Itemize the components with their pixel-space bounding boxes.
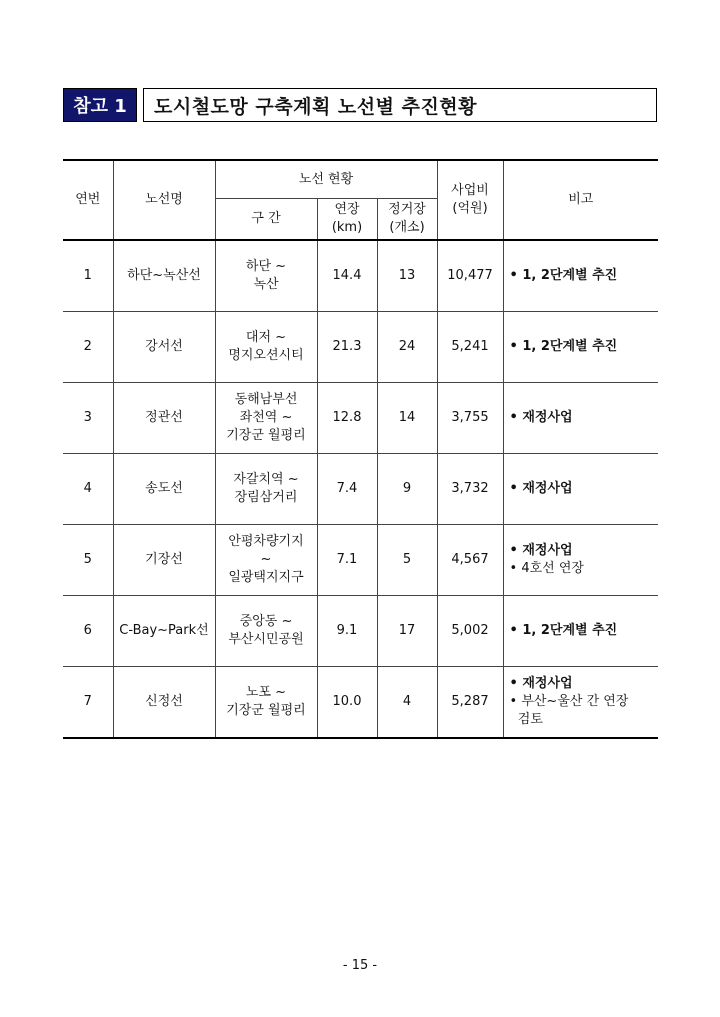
note-line: • 재정사업 — [509, 676, 573, 691]
cell-line-name: 송도선 — [113, 454, 215, 525]
cell-note — [503, 240, 658, 312]
cell-stations: 9 — [377, 454, 437, 525]
note-line: • 재정사업 — [509, 543, 573, 558]
cell-length: 21.3 — [317, 312, 377, 383]
cell-note — [503, 525, 658, 596]
table-row — [63, 383, 658, 454]
header-line-name: 노선명 — [113, 160, 215, 240]
cell-no: 1 — [63, 240, 113, 312]
cell-length: 9.1 — [317, 596, 377, 667]
cell-cost: 3,732 — [437, 454, 503, 525]
cell-cost: 3,755 — [437, 383, 503, 454]
note-line: • 1, 2단계별 추진 — [509, 268, 618, 283]
cell-length: 14.4 — [317, 240, 377, 312]
table-row — [63, 667, 658, 739]
cell-length: 10.0 — [317, 667, 377, 739]
reference-badge: 참고 1 — [63, 88, 137, 122]
header-length: 연장 (km) — [317, 199, 377, 241]
header-note: 비고 — [503, 160, 658, 240]
cell-line-name: C-Bay~Park선 — [113, 596, 215, 667]
cell-length: 7.1 — [317, 525, 377, 596]
header-no: 연번 — [63, 160, 113, 240]
cell-no: 2 — [63, 312, 113, 383]
cell-stations: 4 — [377, 667, 437, 739]
cell-stations: 17 — [377, 596, 437, 667]
note-line: • 4호선 연장 — [509, 561, 584, 576]
cell-section: 하단 ~ 녹산 — [215, 240, 317, 312]
cell-line-name: 기장선 — [113, 525, 215, 596]
cell-section: 자갈치역 ~ 장림삼거리 — [215, 454, 317, 525]
cell-no: 3 — [63, 383, 113, 454]
cell-note — [503, 454, 658, 525]
cell-length: 7.4 — [317, 454, 377, 525]
cell-section: 노포 ~ 기장군 월평리 — [215, 667, 317, 739]
title-area — [63, 88, 657, 122]
cell-note — [503, 383, 658, 454]
note-line: • 재정사업 — [509, 410, 573, 425]
note-line: • 1, 2단계별 추진 — [509, 623, 618, 638]
cell-stations: 5 — [377, 525, 437, 596]
cell-note — [503, 312, 658, 383]
cell-stations: 24 — [377, 312, 437, 383]
cell-note — [503, 667, 658, 739]
cell-stations: 14 — [377, 383, 437, 454]
cell-line-name: 신정선 — [113, 667, 215, 739]
table-row — [63, 240, 658, 312]
note-line: • 재정사업 — [509, 481, 573, 496]
note-line: 검토 — [509, 712, 543, 727]
header-status-group: 노선 현황 — [215, 160, 437, 199]
cell-cost: 5,287 — [437, 667, 503, 739]
cell-line-name: 하단~녹산선 — [113, 240, 215, 312]
cell-section: 대저 ~ 명지오션시티 — [215, 312, 317, 383]
cell-no: 5 — [63, 525, 113, 596]
cell-stations: 13 — [377, 240, 437, 312]
table-row — [63, 312, 658, 383]
cell-line-name: 강서선 — [113, 312, 215, 383]
table-row — [63, 596, 658, 667]
cell-section: 중앙동 ~ 부산시민공원 — [215, 596, 317, 667]
cell-no: 7 — [63, 667, 113, 739]
cell-section: 안평차량기지 ~ 일광택지지구 — [215, 525, 317, 596]
cell-cost: 5,002 — [437, 596, 503, 667]
cell-no: 6 — [63, 596, 113, 667]
cell-cost: 5,241 — [437, 312, 503, 383]
note-line: • 부산~울산 간 연장 — [509, 694, 629, 709]
note-line: • 1, 2단계별 추진 — [509, 339, 618, 354]
cell-section: 동해남부선 좌천역 ~ 기장군 월평리 — [215, 383, 317, 454]
header-stations: 정거장 (개소) — [377, 199, 437, 241]
cell-cost: 4,567 — [437, 525, 503, 596]
table-row — [63, 525, 658, 596]
page-title: 도시철도망 구축계획 노선별 추진현황 — [143, 88, 657, 122]
header-cost: 사업비 (억원) — [437, 160, 503, 240]
page-number: - 15 - — [342, 958, 378, 973]
cell-note — [503, 596, 658, 667]
header-section: 구 간 — [215, 199, 317, 241]
cell-line-name: 정관선 — [113, 383, 215, 454]
cell-cost: 10,477 — [437, 240, 503, 312]
cell-length: 12.8 — [317, 383, 377, 454]
table-row — [63, 454, 658, 525]
cell-no: 4 — [63, 454, 113, 525]
route-status-table — [63, 159, 658, 739]
